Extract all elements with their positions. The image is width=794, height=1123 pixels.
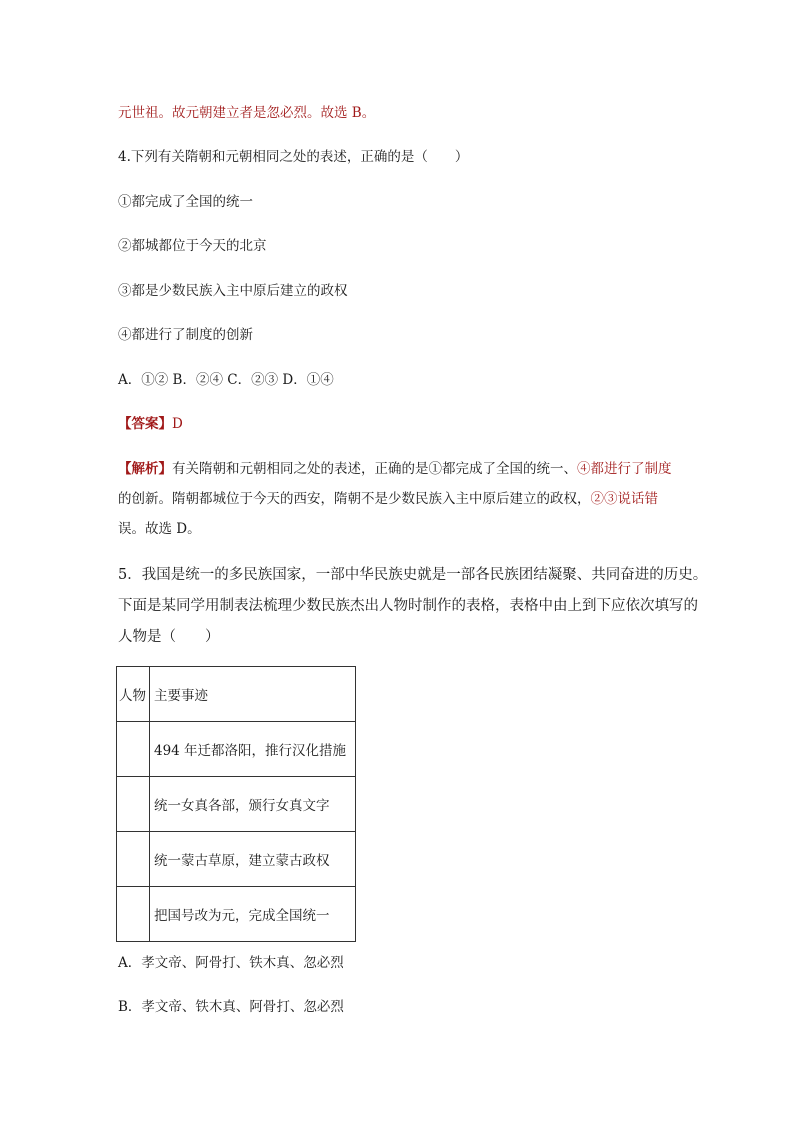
q5-option-a: A．孝文帝、阿骨打、铁木真、忽必烈 — [118, 955, 344, 971]
table-row — [117, 832, 356, 887]
analysis-tag: 【解析】 — [118, 461, 172, 477]
deeds-cell: 统一女真各部，颁行女真文字 — [150, 777, 356, 832]
analysis-highlight: ②③说话错 — [590, 491, 658, 507]
q5-stem-line-1: 5．我国是统一的多民族国家，一部中华民族史就是一部各民族团结凝聚、共同奋进的历史。 — [118, 567, 708, 583]
deeds-cell: 把国号改为元，完成全国统一 — [150, 887, 356, 942]
person-cell — [117, 887, 150, 942]
q4-item-1: ①都完成了全国的统一 — [118, 194, 253, 210]
q5-stem-line-2: 下面是某同学用制表法梳理少数民族杰出人物时制作的表格，表格中由上到下应依次填写的 — [118, 598, 698, 614]
q4-analysis-line-3: 误。故选 D。 — [118, 521, 201, 537]
person-cell — [117, 722, 150, 777]
figures-table — [116, 666, 356, 942]
q4-options: A．①② B．②④ C．②③ D．①④ — [118, 372, 334, 388]
deeds-cell: 统一蒙古草原，建立蒙古政权 — [150, 832, 356, 887]
continued-analysis: 元世祖。故元朝建立者是忽必烈。故选 B。 — [118, 105, 376, 121]
q4-analysis-line-2 — [118, 490, 658, 508]
table-row — [117, 777, 356, 832]
table-row — [117, 887, 356, 942]
q4-answer — [118, 415, 183, 433]
q4-stem: 4.下列有关隋朝和元朝相同之处的表述，正确的是（ ） — [118, 149, 469, 165]
table-header-row — [117, 667, 356, 722]
person-cell — [117, 777, 150, 832]
q5-stem-line-3: 人物是（ ） — [118, 629, 220, 645]
answer-tag: 【答案】 — [118, 416, 172, 432]
q4-item-2: ②都城都位于今天的北京 — [118, 238, 267, 254]
analysis-text: 有关隋朝和元朝相同之处的表述，正确的是①都完成了全国的统一、 — [172, 461, 577, 477]
q4-item-3: ③都是少数民族入主中原后建立的政权 — [118, 283, 348, 299]
person-cell — [117, 832, 150, 887]
q4-analysis-line-1 — [118, 460, 672, 478]
table-row — [117, 722, 356, 777]
header-deeds: 主要事迹 — [150, 667, 356, 722]
deeds-cell: 494 年迁都洛阳，推行汉化措施 — [150, 722, 356, 777]
answer-value: D — [172, 416, 183, 432]
header-person: 人物 — [117, 667, 150, 722]
analysis-text: 的创新。隋朝都城位于今天的西安，隋朝不是少数民族入主中原后建立的政权， — [118, 491, 591, 507]
analysis-highlight: ④都进行了制度 — [577, 461, 672, 477]
q4-item-4: ④都进行了制度的创新 — [118, 327, 253, 343]
q5-option-b: B．孝文帝、铁木真、阿骨打、忽必烈 — [118, 999, 344, 1015]
